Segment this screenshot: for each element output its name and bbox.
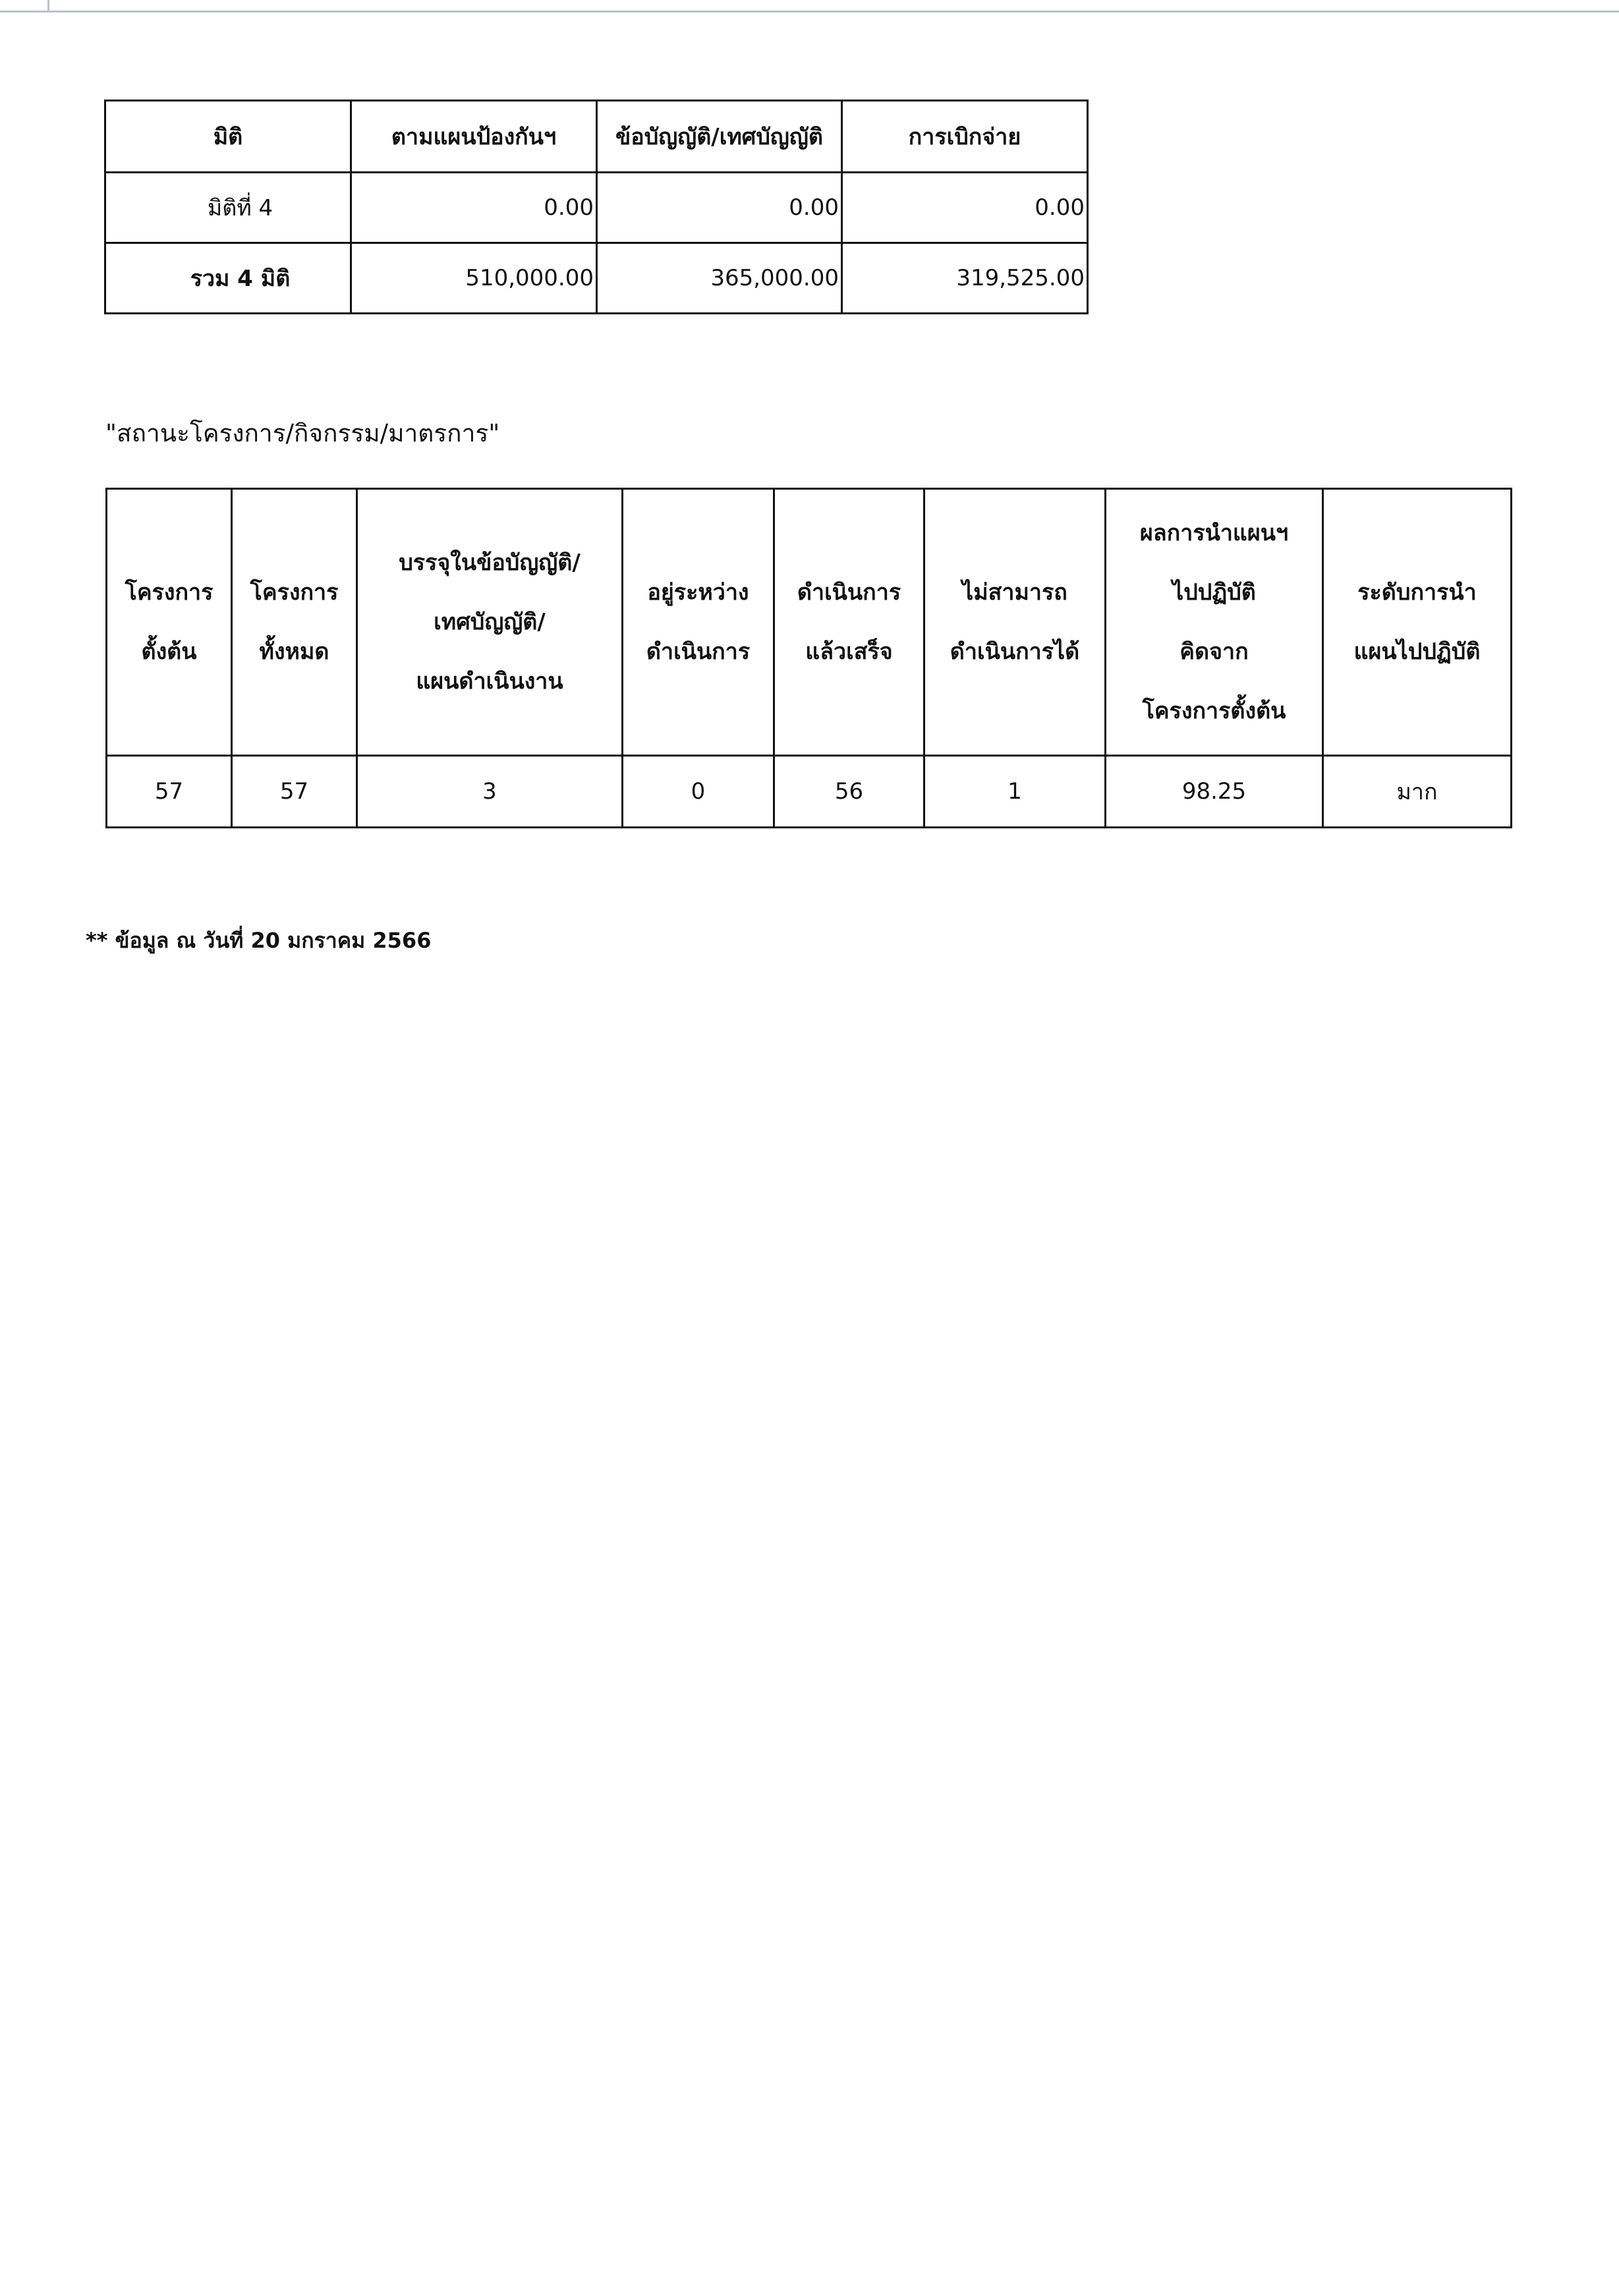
header-line: แล้วเสร็จ <box>805 639 893 665</box>
initial-projects-value: 57 <box>107 756 232 828</box>
header-line: ระดับการนำ <box>1357 579 1477 606</box>
disbursement-value: 319,525.00 <box>842 243 1088 314</box>
plan-value: 510,000.00 <box>351 243 597 314</box>
implementation-result-value: 98.25 <box>1106 756 1323 828</box>
page-corner-mark <box>47 0 49 12</box>
header-line: เทศบัญญัติ/ <box>434 609 546 635</box>
header-line: โครงการตั้งต้น <box>1142 698 1286 724</box>
disbursement-value: 0.00 <box>842 173 1088 243</box>
header-line: ตั้งต้น <box>141 639 197 665</box>
header-implementation-level <box>1323 489 1512 756</box>
budget-header-row <box>105 101 1088 173</box>
header-completed <box>774 489 924 756</box>
header-line: อยู่ระหว่าง <box>647 579 749 606</box>
regulation-value: 365,000.00 <box>597 243 842 314</box>
completed-value: 56 <box>774 756 924 828</box>
header-line: โครงการ <box>125 579 213 606</box>
header-line: แผนไปปฏิบัติ <box>1353 639 1481 665</box>
budget-table <box>104 100 1089 314</box>
budget-header-regulation: ข้อบัญญัติ/เทศบัญญัติ <box>597 101 842 173</box>
header-line: ดำเนินการได้ <box>950 639 1080 665</box>
header-line: คิดจาก <box>1179 639 1249 665</box>
header-line: ไม่สามารถ <box>962 579 1067 606</box>
table-row <box>105 173 1088 243</box>
regulation-value: 0.00 <box>597 173 842 243</box>
header-line: ดำเนินการ <box>646 639 751 665</box>
header-cannot-proceed <box>924 489 1106 756</box>
header-initial-projects <box>107 489 232 756</box>
in-progress-value: 0 <box>623 756 774 828</box>
project-status-table <box>105 488 1512 828</box>
header-total-projects <box>232 489 357 756</box>
budget-header-dimension: มิติ <box>105 101 351 173</box>
header-line: ไปปฏิบัติ <box>1172 579 1256 606</box>
header-line: บรรจุในข้อบัญญัติ/ <box>399 550 581 576</box>
cannot-proceed-value: 1 <box>924 756 1106 828</box>
table-row-total <box>105 243 1088 314</box>
row-label: รวม 4 มิติ <box>105 243 351 314</box>
header-line: ดำเนินการ <box>797 579 901 606</box>
included-in-regulation-value: 3 <box>357 756 623 828</box>
status-header-row <box>107 489 1512 756</box>
header-included-in-regulation <box>357 489 623 756</box>
table-row <box>107 756 1512 828</box>
header-line: แผนดำเนินงาน <box>416 668 563 695</box>
status-section-heading: "สถานะโครงการ/กิจกรรม/มาตรการ" <box>105 419 500 447</box>
row-label: มิติที่ 4 <box>105 173 351 243</box>
header-line: ผลการนำแผนฯ <box>1139 520 1289 546</box>
total-projects-value: 57 <box>232 756 357 828</box>
page-top-rule <box>0 11 1619 13</box>
header-implementation-result <box>1106 489 1323 756</box>
data-date-footnote: ** ข้อมูล ณ วันที่ 20 มกราคม 2566 <box>86 928 432 953</box>
header-line: ทั้งหมด <box>259 639 329 665</box>
budget-header-disbursement: การเบิกจ่าย <box>842 101 1088 173</box>
header-in-progress <box>623 489 774 756</box>
budget-header-plan: ตามแผนป้องกันฯ <box>351 101 597 173</box>
implementation-level-value: มาก <box>1323 756 1512 828</box>
plan-value: 0.00 <box>351 173 597 243</box>
header-line: โครงการ <box>250 579 339 606</box>
